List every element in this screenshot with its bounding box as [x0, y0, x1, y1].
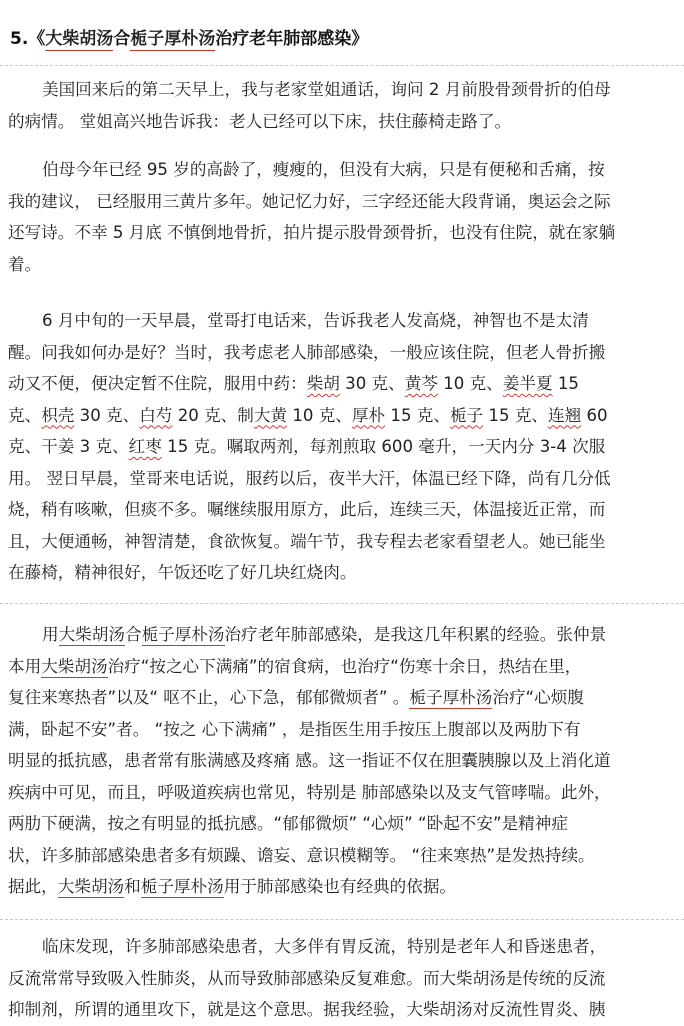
herb-zhizi: 栀子: [449, 405, 484, 425]
herb-hongzao: 红枣: [128, 437, 162, 456]
p4-line: 两肋下硬满，按之有明显的抵抗感。“郁郁微烦” “心烦” “卧起不安”是精神症: [8, 814, 568, 833]
p4-line: 用大柴胡汤合栀子厚朴汤治疗老年肺部感染，是我这几年积累的经验。张仲景: [42, 625, 607, 644]
p3-line: 克、干姜 3 克、红枣 15 克。嘱取两剂，每剂煎取 600 毫升，一天内分 3-4 次服: [8, 437, 606, 456]
link-dachaihu-tang[interactable]: 大柴胡汤: [41, 656, 108, 676]
p3-line: 动又不便，便决定暂不住院，服用中药：柴胡 30 克、黄芩 10 克、姜半夏 15: [8, 374, 579, 393]
heading-link-dachaihu[interactable]: 大柴胡汤: [45, 29, 114, 49]
paragraph-3: [8, 305, 680, 589]
p3-line: 6 月中旬的一天早晨，堂哥打电话来，告诉我老人发高烧，神智也不是太清: [42, 311, 589, 330]
link-zhizi-houpu-tang[interactable]: 栀子厚朴汤: [140, 877, 224, 896]
herb-zhiqiao: 枳壳: [41, 405, 75, 425]
link-dachaihu-tang[interactable]: 大柴胡汤: [58, 625, 125, 644]
p5-line: 抑制剂，所谓的通里攻下，就是这个意思。据我经验，大柴胡汤对反流性胃炎、胰: [8, 1000, 606, 1019]
paragraph-4: [8, 619, 680, 903]
p5-line: 临床发现，许多肺部感染患者，大多伴有胃反流，特别是老年人和昏迷患者，: [42, 937, 607, 956]
link-zhizi-houpu-tang[interactable]: 栀子厚朴汤: [141, 625, 225, 644]
p5-line: 反流常常导致吸入性肺炎，从而导致肺部感染反复难愈。而大柴胡汤是传统的反流: [8, 968, 606, 988]
p3-line: 在藤椅，精神很好，午饭还吃了好几块红烧肉。: [8, 563, 357, 582]
divider-1: [0, 65, 684, 67]
p4-line: 复往来寒热者”以及“ 呕不止，心下急，郁郁微烦者” 。栀子厚朴汤治疗“心烦腹: [8, 688, 584, 707]
herb-houpu: 厚朴: [351, 405, 386, 425]
p3-line: 醒。问我如何办是好？当时，我考虑老人肺部感染，一般应该住院，但老人骨折搬: [8, 342, 606, 362]
paragraph-1: [8, 74, 680, 137]
paragraph-5: [8, 931, 680, 1026]
divider-2: [0, 603, 684, 605]
divider-3: [0, 919, 684, 921]
herb-dahuang: 大黄: [253, 405, 288, 425]
p3-line: 用。 翌日早晨，堂哥来电话说，服药以后，夜半大汗，体温已经下降，尚有几分低: [8, 468, 611, 488]
p3-line: 烧，稍有咳嗽，但痰不多。嘱继续服用原方，此后，连续三天，体温接近正常，而: [8, 500, 606, 519]
herb-baishao: 白芍: [139, 405, 173, 425]
p2-line: 我的建议， 已经服用三黄片多年。她记忆力好，三字经还能大段背诵，奥运会之际: [8, 191, 611, 211]
p4-line: 本用大柴胡汤治疗“按之心下满痛”的宿食病，也治疗“伤寒十余日，热结在里，: [8, 656, 582, 676]
herb-lianqiao: 连翘: [548, 405, 582, 425]
herb-jiangbanxia: 姜半夏: [502, 374, 553, 393]
heading-link-zhizi[interactable]: 栀子厚朴汤: [130, 29, 216, 49]
p4-line: 疾病中可见，而且，呼吸道疾病也常见，特别是 肺部感染以及支气管哮喘。此外，: [8, 782, 611, 802]
p2-line: 伯母今年已经 95 岁的高龄了，瘦瘦的，但没有大病，只是有便秘和舌痛，按: [42, 160, 605, 179]
p1-line: 美国回来后的第二天早上，我与老家堂姐通话，询问 2 月前股骨颈骨折的伯母: [42, 80, 611, 99]
p2-line: 着。: [8, 254, 42, 274]
link-zhizi-houpu-tang[interactable]: 栀子厚朴汤: [409, 688, 493, 707]
herb-huangqin: 黄芩: [404, 374, 438, 393]
p4-line: 状，许多肺部感染患者多有烦躁、谵妄、意识模糊等。 “往来寒热”是发热持续。: [8, 845, 595, 865]
p4-line: 满，卧起不安”者。 “按之 心下满痛” ，是指医生用手按压上腹部以及两肋下有: [8, 719, 581, 739]
p4-line: 据此，大柴胡汤和栀子厚朴汤用于肺部感染也有经典的依据。: [8, 877, 457, 896]
p3-line: 克、枳壳 30 克、白芍 20 克、制大黄 10 克、厚朴 15 克、栀子 15 克、连翘 60: [8, 405, 608, 425]
p3-line: 且，大便通畅，神智清楚，食欲恢复。端午节，我专程去老家看望老人。她已能坐: [8, 531, 606, 551]
link-dachaihu-tang[interactable]: 大柴胡汤: [57, 877, 125, 896]
article-heading: 5.《大柴胡汤合栀子厚朴汤治疗老年肺部感染》: [10, 29, 369, 49]
p1-line: 的病情。 堂姐高兴地告诉我：老人已经可以下床，扶住藤椅走路了。: [8, 111, 512, 131]
p2-line: 还写诗。不幸 5 月底 不慎倒地骨折，拍片提示股骨颈骨折，也没有住院，就在家躺: [8, 223, 616, 242]
p4-line: 明显的抵抗感，患者常有胀满感及疼痛 感。这一指证不仅在胆囊胰腺以及上消化道: [8, 751, 611, 770]
herb-chaihu: 柴胡: [306, 374, 340, 393]
paragraph-2: [8, 154, 680, 280]
